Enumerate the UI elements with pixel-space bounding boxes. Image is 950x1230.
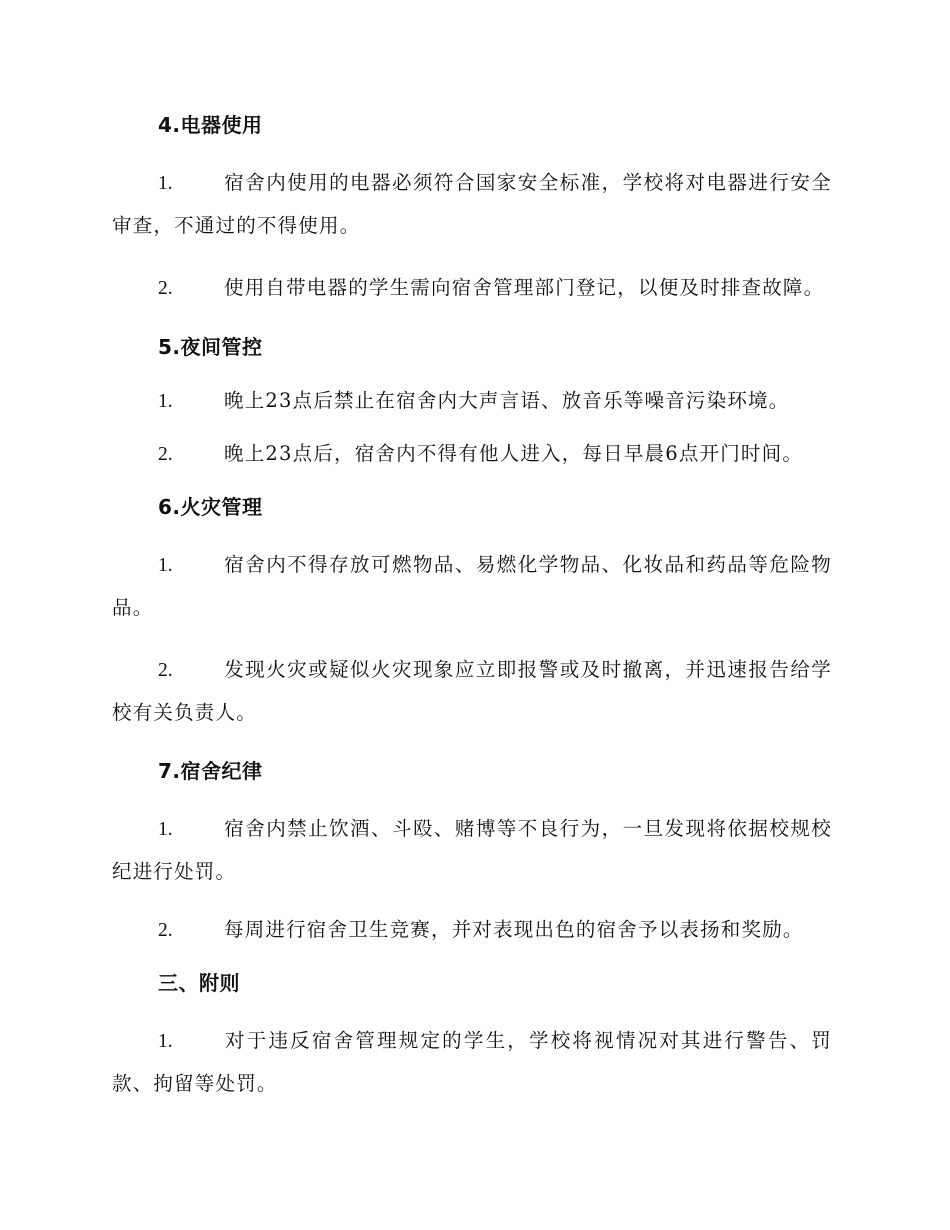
item-number: 2. [158, 660, 173, 681]
section-heading: 三、附则 [158, 971, 240, 995]
document-body [112, 108, 832, 1125]
item-number: 2. [158, 444, 173, 465]
item-text: 宿舍内禁止饮酒、斗殴、赌博等不良行为，一旦发现将依据校规校纪进行处罚。 [112, 817, 832, 883]
item-text: 宿舍内使用的电器必须符合国家安全标准，学校将对电器进行安全审查，不通过的不得使用。 [112, 171, 832, 237]
section-heading: 7.宿舍纪律 [158, 759, 263, 783]
item-number: 2. [158, 278, 173, 299]
section-heading: 4.电器使用 [158, 113, 263, 137]
list-item [112, 162, 832, 247]
list-item [112, 384, 832, 419]
item-text: 使用自带电器的学生需向宿舍管理部门登记，以便及时排查故障。 [224, 276, 825, 299]
item-text: 每周进行宿舍卫生竞赛，并对表现出色的宿舍予以表扬和奖励。 [224, 918, 804, 941]
list-item [112, 437, 832, 472]
list-item [112, 267, 832, 310]
list-item [112, 649, 832, 734]
item-number: 2. [158, 920, 173, 941]
section-heading: 6.火灾管理 [158, 495, 263, 519]
item-number: 1. [158, 819, 173, 840]
list-item [112, 544, 832, 629]
item-text: 晚上23点后禁止在宿舍内大声言语、放音乐等噪音污染环境。 [224, 389, 790, 412]
item-text: 发现火灾或疑似火灾现象应立即报警或及时撤离，并迅速报告给学校有关负责人。 [112, 658, 832, 724]
section-heading: 5.夜间管控 [158, 335, 263, 359]
list-item [112, 1020, 832, 1105]
item-text: 对于违反宿舍管理规定的学生，学校将视情况对其进行警告、罚款、拘留等处罚。 [112, 1029, 832, 1095]
item-number: 1. [158, 173, 173, 194]
item-number: 1. [158, 555, 173, 576]
list-item [112, 913, 832, 948]
list-item [112, 808, 832, 893]
item-text: 晚上23点后，宿舍内不得有他人进入，每日早晨6点开门时间。 [224, 442, 804, 465]
item-number: 1. [158, 1031, 173, 1052]
item-number: 1. [158, 391, 173, 412]
item-text: 宿舍内不得存放可燃物品、易燃化学物品、化妆品和药品等危险物品。 [112, 553, 832, 619]
